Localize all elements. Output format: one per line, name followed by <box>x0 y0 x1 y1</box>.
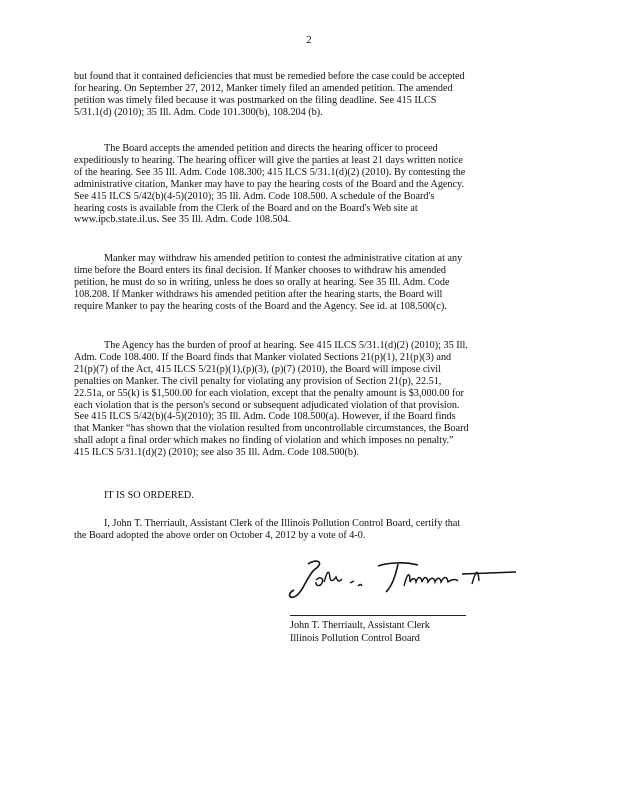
text-line: each violation that is the person's second or subsequent adjudicated violation of that provision. <box>74 399 460 411</box>
text-line: 22.51a, or 55(k) is $1,500.00 for each violation, except that the penalty amount is $3,000.00 for <box>74 387 464 399</box>
text-line: I, John T. Therriault, Assistant Clerk of the Illinois Pollution Control Board, certify that <box>104 518 461 529</box>
certification-paragraph <box>74 518 526 542</box>
text-line: administrative citation, Manker may have to pay the hearing costs of the Board and the Agency. <box>74 178 465 190</box>
text-line: 415 ILCS 5/31.1(d)(2) (2010); see also 35 Ill. Adm. Code 108.500(b). <box>74 447 359 459</box>
signature-line <box>290 615 466 616</box>
order-statement <box>74 490 526 502</box>
text-line: See 415 ILCS 5/42(b)(4-5)(2010); 35 Ill. Adm. Code 108.500. A schedule of the Board's <box>74 190 435 202</box>
text-line: petition was timely filed because it was postmarked on the filing deadline. See 415 ILCS <box>74 94 437 106</box>
signer-organization: Illinois Pollution Control Board <box>290 632 420 644</box>
paragraph-2 <box>74 143 526 226</box>
text-line: 5/31.1(d) (2010); 35 Ill. Adm. Code 101.300(b), 108.204 (b). <box>74 106 323 118</box>
text-line: www.ipcb.state.il.us. See 35 Ill. Adm. Code 108.504. <box>74 214 291 226</box>
text-line: The Agency has the burden of proof at hearing. See 415 ILCS 5/31.1(d)(2) (2010); 35 Ill. <box>104 340 468 351</box>
text-line: but found that it contained deficiencies that must be remedied before the case could be accepted <box>74 71 465 82</box>
text-line: for hearing. On September 27, 2012, Manker timely filed an amended petition. The amended <box>74 82 453 94</box>
text-line: require Manker to pay the hearing costs of the Board and the Agency. See id. at 108.500(c). <box>74 300 447 312</box>
text-line: Manker may withdraw his amended petition to contest the administrative citation at any <box>104 253 463 264</box>
text-line: penalties on Manker. The civil penalty for violating any provision of Section 21(p), 22.51, <box>74 375 442 387</box>
paragraph-4 <box>74 340 526 459</box>
text-line: The Board accepts the amended petition and directs the hearing officer to proceed <box>104 143 438 154</box>
text-line: hearing costs is available from the Clerk of the Board and on the Board's Web site at <box>74 202 418 214</box>
text-line: Adm. Code 108.400. If the Board finds that Manker violated Sections 21(p)(1), 21(p)(3) and <box>74 351 452 363</box>
text-line: See 415 ILCS 5/42(b)(4-5)(2010); 35 Ill. Adm. Code 108.500(a). However, if the Board finds <box>74 411 456 423</box>
paragraph-1 <box>74 71 526 119</box>
signature-block <box>290 620 430 645</box>
text-line: expeditiously to hearing. The hearing officer will give the parties at least 21 days written notice <box>74 154 463 166</box>
text-line: petition, he must do so in writing, unless he does so orally at hearing. See 35 Ill. Adm. Code <box>74 276 450 288</box>
text-line: IT IS SO ORDERED. <box>104 490 194 501</box>
handwritten-signature <box>286 556 536 602</box>
text-line: 21(p)(7) of the Act, 415 ILCS 5/21(p)(1),(p)(3), (p)(7) (2010), the Board will impose civil <box>74 363 441 375</box>
text-line: that Manker “has shown that the violation resulted from uncontrollable circumstances, the Board <box>74 423 469 435</box>
paragraph-3 <box>74 253 526 313</box>
text-line: time before the Board enters its final decision. If Manker chooses to withdraw his amended <box>74 264 447 276</box>
text-line: shall adopt a final order which makes no finding of violation and which imposes no penalty.” <box>74 435 454 447</box>
signer-name: John T. Therriault, Assistant Clerk <box>290 620 430 631</box>
text-line: of the hearing. See 35 Ill. Adm. Code 108.300; 415 ILCS 5/31.1(d)(2) (2010). By contesting the <box>74 166 466 178</box>
text-line: 108.208. If Manker withdraws his amended petition after the hearing starts, the Board will <box>74 288 443 300</box>
page-number: 2 <box>306 34 312 46</box>
text-line: the Board adopted the above order on October 4, 2012 by a vote of 4-0. <box>74 529 366 541</box>
